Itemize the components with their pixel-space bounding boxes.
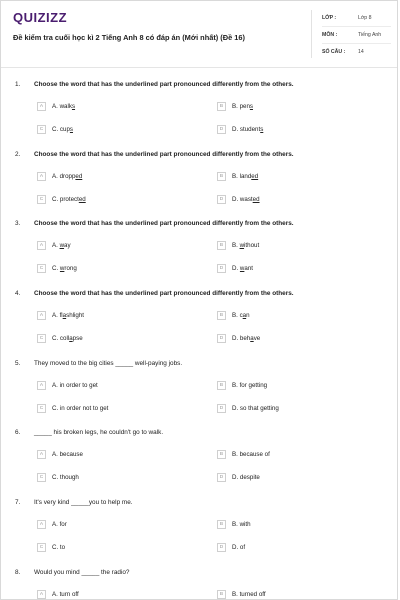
meta-key: LỚP :	[322, 15, 337, 21]
underlined-part: a	[62, 312, 67, 319]
option-d[interactable]	[217, 333, 260, 344]
option-d[interactable]	[217, 542, 245, 553]
option-letter-box: D	[217, 334, 226, 343]
option-b[interactable]	[217, 101, 253, 112]
underlined-part: w	[59, 265, 65, 272]
question-number: 3.	[15, 220, 21, 227]
option-a[interactable]	[37, 589, 79, 600]
meta-key: MÔN :	[322, 32, 338, 38]
option-text: D. want	[232, 265, 253, 272]
underlined-part: ed	[252, 196, 260, 203]
option-letter-box: B	[217, 381, 226, 390]
option-letter-box: D	[217, 264, 226, 273]
option-text: C. wrong	[52, 265, 77, 272]
question-number: 4.	[15, 290, 21, 297]
question-text: _____ his broken legs, he couldn't go to walk.	[34, 429, 164, 436]
option-d[interactable]	[217, 263, 253, 274]
option-text: B. for getting	[232, 382, 268, 389]
underlined-part: a	[69, 335, 73, 342]
option-text: A. because	[52, 451, 83, 458]
option-text: A. way	[52, 242, 71, 249]
page-title: Đề kiểm tra cuối học kì 2 Tiếng Anh 8 có đáp án (Mới nhất) (Đề 16)	[13, 33, 245, 42]
option-letter-box: C	[37, 473, 46, 482]
option-text: B. can	[232, 312, 250, 319]
option-letter-box: B	[217, 172, 226, 181]
option-c[interactable]	[37, 333, 83, 344]
question-text: Would you mind _____ the radio?	[34, 569, 130, 576]
option-a[interactable]	[37, 519, 67, 530]
option-text: B. because of	[232, 451, 270, 458]
option-letter-box: C	[37, 404, 46, 413]
option-letter-box: A	[37, 381, 46, 390]
underlined-part: s	[71, 103, 76, 110]
underlined-part: s	[260, 126, 264, 133]
question-text: Choose the word that has the underlined part pronounced differently from the others.	[34, 81, 294, 88]
option-text: D. behave	[232, 335, 261, 342]
option-a[interactable]	[37, 310, 84, 321]
option-letter-box: A	[37, 311, 46, 320]
option-b[interactable]	[217, 240, 259, 251]
option-b[interactable]	[217, 519, 251, 530]
option-letter-box: A	[37, 102, 46, 111]
option-text: A. flashlight	[52, 312, 85, 319]
option-letter-box: B	[217, 241, 226, 250]
option-text: A. turn off	[52, 591, 79, 598]
meta-key: SỐ CÂU :	[322, 49, 346, 55]
underlined-part: w	[59, 242, 65, 249]
option-text: B. with	[232, 521, 251, 528]
option-text: A. dropped	[52, 173, 83, 180]
page-header	[1, 1, 397, 61]
option-text: B. without	[232, 242, 260, 249]
option-text: D. despite	[232, 474, 260, 481]
option-c[interactable]	[37, 124, 73, 135]
option-letter-box: C	[37, 125, 46, 134]
option-c[interactable]	[37, 542, 65, 553]
option-d[interactable]	[217, 472, 260, 483]
underlined-part: w	[239, 265, 245, 272]
option-letter-box: A	[37, 172, 46, 181]
question-text: Choose the word that has the underlined part pronounced differently from the others.	[34, 290, 294, 297]
option-text: A. in order to get	[52, 382, 98, 389]
option-letter-box: B	[217, 311, 226, 320]
option-c[interactable]	[37, 403, 108, 414]
meta-row-subject	[322, 27, 391, 44]
option-text: B. landed	[232, 173, 259, 180]
option-letter-box: D	[217, 195, 226, 204]
option-c[interactable]	[37, 472, 79, 483]
underlined-part: ed	[75, 173, 83, 180]
question-number: 2.	[15, 151, 21, 158]
option-c[interactable]	[37, 194, 86, 205]
question-number: 5.	[15, 360, 21, 367]
option-text: A. for	[52, 521, 67, 528]
option-text: C. cups	[52, 126, 73, 133]
option-b[interactable]	[217, 589, 266, 600]
meta-value: 14	[358, 49, 364, 55]
option-letter-box: D	[217, 543, 226, 552]
option-text: C. in order not to get	[52, 405, 109, 412]
question-number: 8.	[15, 569, 21, 576]
option-text: D. wasted	[232, 196, 260, 203]
meta-value: Lớp 8	[358, 15, 372, 21]
meta-value: Tiếng Anh	[358, 32, 382, 38]
meta-row-class	[322, 10, 391, 27]
option-letter-box: C	[37, 195, 46, 204]
option-d[interactable]	[217, 124, 263, 135]
question-text: Choose the word that has the underlined part pronounced differently from the others.	[34, 220, 294, 227]
underlined-part: a	[250, 335, 254, 342]
option-letter-box: C	[37, 543, 46, 552]
option-a[interactable]	[37, 240, 71, 251]
logo-text: QUIZIZZ	[13, 10, 68, 25]
option-letter-box: A	[37, 590, 46, 599]
underlined-part: w	[239, 242, 245, 249]
underlined-part: a	[242, 312, 247, 319]
option-letter-box: C	[37, 264, 46, 273]
option-text: D. so that getting	[232, 405, 279, 412]
meta-row-count	[322, 44, 391, 60]
option-text: D. of	[232, 544, 246, 551]
option-letter-box: A	[37, 520, 46, 529]
option-letter-box: B	[217, 520, 226, 529]
option-text: C. though	[52, 474, 79, 481]
question-text: They moved to the big cities _____ well-paying jobs.	[34, 360, 183, 367]
option-c[interactable]	[37, 263, 77, 274]
option-letter-box: D	[217, 473, 226, 482]
option-text: D. students	[232, 126, 264, 133]
option-d[interactable]	[217, 403, 279, 414]
option-a[interactable]	[37, 380, 98, 391]
option-b[interactable]	[217, 171, 258, 182]
option-b[interactable]	[217, 380, 267, 391]
option-d[interactable]	[217, 194, 260, 205]
question-text: It's very kind _____you to help me.	[34, 499, 133, 506]
option-a[interactable]	[37, 101, 75, 112]
option-letter-box: A	[37, 241, 46, 250]
option-letter-box: A	[37, 450, 46, 459]
underlined-part: s	[249, 103, 253, 110]
option-letter-box: C	[37, 334, 46, 343]
option-text: B. turned off	[232, 591, 266, 598]
option-text: C. protected	[52, 196, 86, 203]
option-letter-box: B	[217, 450, 226, 459]
meta-info	[311, 10, 391, 58]
option-a[interactable]	[37, 449, 83, 460]
option-text: A. walks	[52, 103, 76, 110]
option-a[interactable]	[37, 171, 82, 182]
question-text: Choose the word that has the underlined part pronounced differently from the others.	[34, 151, 294, 158]
underlined-part: s	[69, 126, 73, 133]
question-number: 6.	[15, 429, 21, 436]
question-number: 7.	[15, 499, 21, 506]
option-text: C. to	[52, 544, 66, 551]
option-letter-box: D	[217, 125, 226, 134]
underlined-part: ed	[251, 173, 259, 180]
option-text: C. collapse	[52, 335, 83, 342]
option-b[interactable]	[217, 310, 250, 321]
question-number: 1.	[15, 81, 21, 88]
option-b[interactable]	[217, 449, 270, 460]
option-text: B. pens	[232, 103, 253, 110]
option-letter-box: D	[217, 404, 226, 413]
underlined-part: ed	[78, 196, 86, 203]
header-divider	[1, 67, 397, 68]
option-letter-box: B	[217, 590, 226, 599]
option-letter-box: B	[217, 102, 226, 111]
